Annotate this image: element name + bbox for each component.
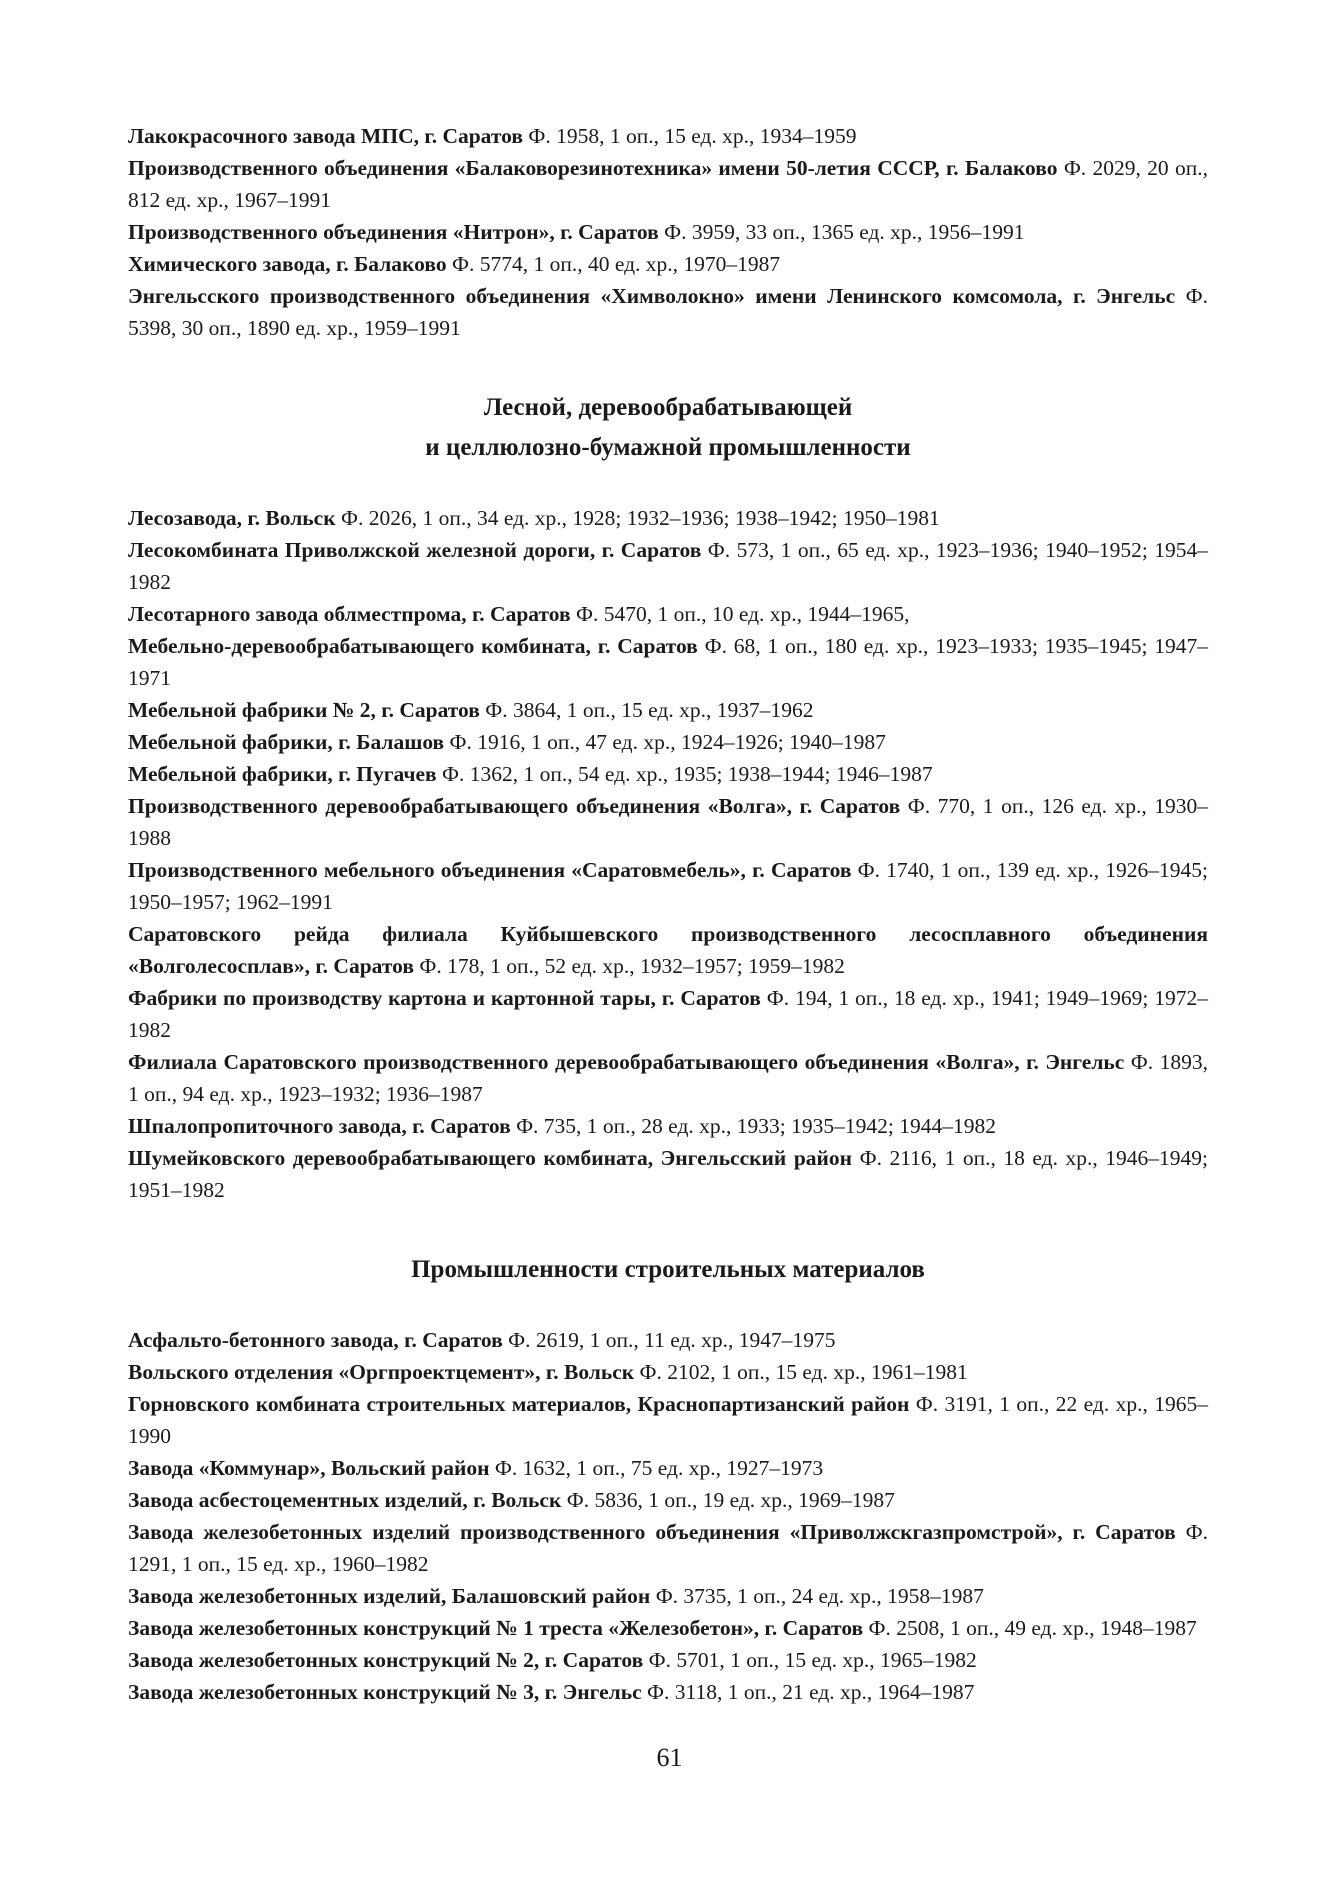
archive-entry bbox=[128, 982, 1208, 1046]
heading-line: Промышленности строительных материалов bbox=[411, 1256, 925, 1283]
entry-details: Ф. 1291, 1 оп., 15 ед. хр., 1960–1982 bbox=[128, 1520, 1208, 1576]
entry-details: Ф. 68, 1 оп., 180 ед. хр., 1923–1933; 1935–1945; 1947–1971 bbox=[128, 634, 1209, 690]
heading-line: Лесной, деревообрабатывающей bbox=[483, 394, 853, 421]
entry-details: Ф. 1916, 1 оп., 47 ед. хр., 1924–1926; 1940–1987 bbox=[449, 730, 886, 754]
entry-name: Саратовского рейда филиала Куйбышевского производственного лесосплавного объединения «Волголесосплав», г. Саратов bbox=[128, 922, 1208, 978]
entry-details: Ф. 5774, 1 оп., 40 ед. хр., 1970–1987 bbox=[451, 252, 781, 276]
entry-details: Ф. 1632, 1 оп., 75 ед. хр., 1927–1973 bbox=[494, 1456, 824, 1480]
archive-entry bbox=[128, 216, 1208, 248]
entry-name: Лесокомбината Приволжской железной дороги, г. Саратов bbox=[128, 538, 702, 562]
entry-details: Ф. 2508, 1 оп., 49 ед. хр., 1948–1987 bbox=[868, 1616, 1197, 1640]
entry-name: Филиала Саратовского производственного деревообрабатывающего объединения «Волга», г. Энгельс bbox=[128, 1050, 1125, 1074]
entry-name: Химического завода, г. Балаково bbox=[128, 252, 447, 276]
entry-name: Завода железобетонных изделий производственного объединения «Приволжскгазпромстрой», г. Саратов bbox=[128, 1520, 1176, 1544]
entry-name: Лакокрасочного завода МПС, г. Саратов bbox=[128, 124, 523, 148]
entry-details: Ф. 1740, 1 оп., 139 ед. хр., 1926–1945; 1950–1957; 1962–1991 bbox=[128, 858, 1209, 914]
entry-name: Асфальто-бетонного завода, г. Саратов bbox=[128, 1328, 503, 1352]
entry-details: Ф. 1893, 1 оп., 94 ед. хр., 1923–1932; 1936–1987 bbox=[128, 1050, 1208, 1106]
entry-details: Ф. 5836, 1 оп., 19 ед. хр., 1969–1987 bbox=[566, 1488, 895, 1512]
archive-entry bbox=[128, 152, 1208, 216]
entry-details: Ф. 1958, 1 оп., 15 ед. хр., 1934–1959 bbox=[528, 124, 857, 148]
entry-details: Ф. 2102, 1 оп., 15 ед. хр., 1961–1981 bbox=[639, 1360, 968, 1384]
entry-details: Ф. 2026, 1 оп., 34 ед. хр., 1928; 1932–1936; 1938–1942; 1950–1981 bbox=[340, 506, 940, 530]
entry-name: Шпалопропиточного завода, г. Саратов bbox=[128, 1114, 511, 1138]
entry-details: Ф. 3735, 1 оп., 24 ед. хр., 1958–1987 bbox=[655, 1584, 984, 1608]
archive-entry bbox=[128, 918, 1208, 982]
entry-name: Горновского комбината строительных материалов, Краснопартизанский район bbox=[128, 1392, 910, 1416]
entry-name: Завода железобетонных изделий, Балашовский район bbox=[128, 1584, 651, 1608]
archive-entry bbox=[128, 248, 1208, 280]
entry-details: Ф. 5701, 1 оп., 15 ед. хр., 1965–1982 bbox=[648, 1648, 977, 1672]
entry-name: Завода железобетонных конструкций № 1 треста «Железобетон», г. Саратов bbox=[128, 1616, 864, 1640]
entry-name: Фабрики по производству картона и картонной тары, г. Саратов bbox=[128, 986, 761, 1010]
entry-details: Ф. 2619, 1 оп., 11 ед. хр., 1947–1975 bbox=[508, 1328, 836, 1352]
entry-details: Ф. 3118, 1 оп., 21 ед. хр., 1964–1987 bbox=[647, 1680, 975, 1704]
archive-entry bbox=[128, 1580, 1208, 1612]
entry-details: Ф. 735, 1 оп., 28 ед. хр., 1933; 1935–1942; 1944–1982 bbox=[516, 1114, 996, 1138]
archive-entry bbox=[128, 790, 1208, 854]
entry-name: Лесозавода, г. Вольск bbox=[128, 506, 336, 530]
entry-name: Завода железобетонных конструкций № 2, г. Саратов bbox=[128, 1648, 644, 1672]
archive-entry bbox=[128, 534, 1208, 598]
archive-entry bbox=[128, 1356, 1208, 1388]
entry-details: Ф. 3864, 1 оп., 15 ед. хр., 1937–1962 bbox=[485, 698, 814, 722]
entry-name: Производственного мебельного объединения «Саратовмебель», г. Саратов bbox=[128, 858, 852, 882]
section-chemical-continuation bbox=[128, 120, 1208, 344]
entry-name: Производственного объединения «Балаковорезинотехника» имени 50-летия СССР, г. Балаково bbox=[128, 156, 1058, 180]
archive-entry bbox=[128, 758, 1208, 790]
entry-name: Мебельной фабрики, г. Пугачев bbox=[128, 762, 437, 786]
entry-name: Шумейковского деревообрабатывающего комбината, Энгельсский район bbox=[128, 1146, 853, 1170]
archive-entry bbox=[128, 694, 1208, 726]
entry-name: Завода «Коммунар», Вольский район bbox=[128, 1456, 490, 1480]
archive-entry bbox=[128, 1452, 1208, 1484]
entry-name: Завода асбестоцементных изделий, г. Вольск bbox=[128, 1488, 562, 1512]
entry-details: Ф. 5398, 30 оп., 1890 ед. хр., 1959–1991 bbox=[128, 284, 1209, 340]
entry-details: Ф. 178, 1 оп., 52 ед. хр., 1932–1957; 1959–1982 bbox=[419, 954, 845, 978]
archive-entry bbox=[128, 120, 1208, 152]
archive-entry bbox=[128, 1046, 1208, 1110]
archive-entry bbox=[128, 1484, 1208, 1516]
archive-entry bbox=[128, 1388, 1208, 1452]
entry-name: Мебельной фабрики, г. Балашов bbox=[128, 730, 445, 754]
section-building-materials-entries bbox=[128, 1324, 1208, 1708]
archive-entry bbox=[128, 1676, 1208, 1708]
heading-line: и целлюлозно-бумажной промышленности bbox=[425, 434, 911, 461]
entry-details: Ф. 2029, 20 оп., 812 ед. хр., 1967–1991 bbox=[128, 156, 1209, 212]
archive-entry bbox=[128, 1644, 1208, 1676]
entry-details: Ф. 5470, 1 оп., 10 ед. хр., 1944–1965, bbox=[575, 602, 910, 626]
entry-name: Производственного объединения «Нитрон», г. Саратов bbox=[128, 220, 659, 244]
archive-entry bbox=[128, 726, 1208, 758]
entry-details: Ф. 573, 1 оп., 65 ед. хр., 1923–1936; 1940–1952; 1954–1982 bbox=[128, 538, 1209, 594]
section-heading-forestry bbox=[128, 388, 1208, 468]
entry-name: Мебельной фабрики № 2, г. Саратов bbox=[128, 698, 480, 722]
archive-entry bbox=[128, 630, 1208, 694]
page-number: 61 bbox=[656, 1743, 683, 1772]
section-heading-building-materials bbox=[128, 1250, 1208, 1290]
entry-name: Лесотарного завода облместпрома, г. Саратов bbox=[128, 602, 571, 626]
archive-entry bbox=[128, 854, 1208, 918]
entry-name: Завода железобетонных конструкций № 3, г. Энгельс bbox=[128, 1680, 642, 1704]
archive-entry bbox=[128, 1516, 1208, 1580]
entry-name: Энгельсского производственного объединения «Химволокно» имени Ленинского комсомола, г. Энгельс bbox=[128, 284, 1176, 308]
entry-details: Ф. 3191, 1 оп., 22 ед. хр., 1965–1990 bbox=[128, 1392, 1208, 1448]
archive-entry bbox=[128, 1142, 1208, 1206]
archive-entry bbox=[128, 280, 1208, 344]
archive-entry bbox=[128, 1612, 1208, 1644]
archive-entry bbox=[128, 598, 1208, 630]
entry-details: Ф. 770, 1 оп., 126 ед. хр., 1930–1988 bbox=[128, 794, 1208, 850]
section-forestry-entries bbox=[128, 502, 1208, 1206]
entry-name: Производственного деревообрабатывающего объединения «Волга», г. Саратов bbox=[128, 794, 901, 818]
entry-name: Мебельно-деревообрабатывающего комбината, г. Саратов bbox=[128, 634, 698, 658]
entry-details: Ф. 3959, 33 оп., 1365 ед. хр., 1956–1991 bbox=[664, 220, 1025, 244]
archive-entry bbox=[128, 1110, 1208, 1142]
entry-name: Вольского отделения «Оргпроектцемент», г. Вольск bbox=[128, 1360, 635, 1384]
archive-entry bbox=[128, 1324, 1208, 1356]
entry-details: Ф. 194, 1 оп., 18 ед. хр., 1941; 1949–1969; 1972–1982 bbox=[128, 986, 1209, 1042]
archive-entry bbox=[128, 502, 1208, 534]
entry-details: Ф. 1362, 1 оп., 54 ед. хр., 1935; 1938–1944; 1946–1987 bbox=[442, 762, 933, 786]
entry-details: Ф. 2116, 1 оп., 18 ед. хр., 1946–1949; 1951–1982 bbox=[128, 1146, 1208, 1202]
